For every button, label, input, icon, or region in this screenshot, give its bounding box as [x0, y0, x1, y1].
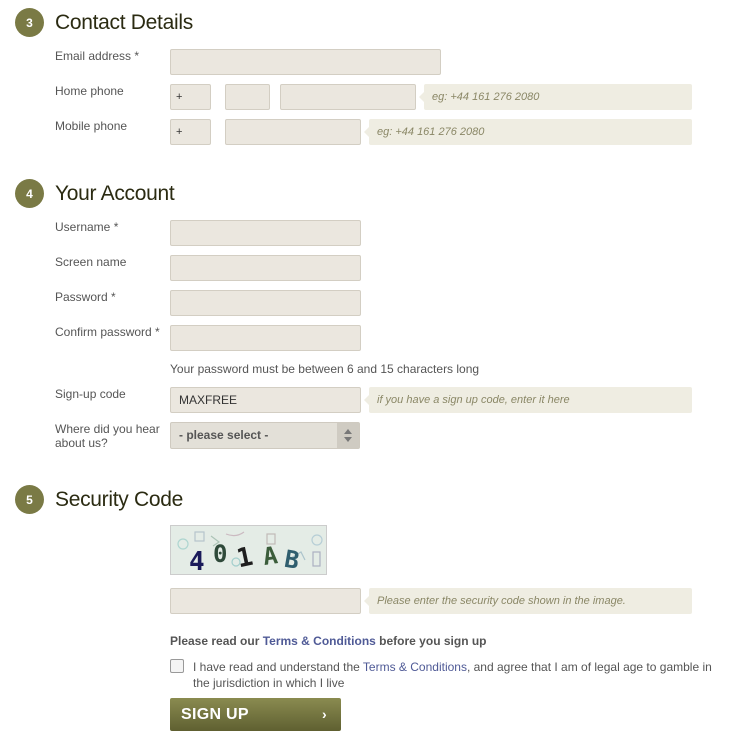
terms-reminder-suffix: before you sign up — [375, 634, 487, 648]
signup-code-field[interactable]: MAXFREE — [170, 387, 361, 413]
captcha-image — [170, 525, 327, 575]
agree-terms-suffix: , and agree that I am of legal age to gamble in the jurisdiction in which I live — [193, 660, 712, 690]
section-header-contact — [15, 8, 193, 37]
referral-source-label-line-1: Where did you hear — [55, 422, 160, 436]
email-label: Email address * — [55, 49, 140, 63]
mobile-phone-number-field[interactable] — [225, 119, 361, 145]
signup-code-label: Sign-up code — [55, 387, 126, 401]
step-number-badge: 3 — [15, 8, 44, 37]
password-length-note: Your password must be between 6 and 15 characters long — [170, 362, 480, 376]
captcha-char: B — [282, 544, 302, 574]
sign-up-button[interactable] — [170, 698, 341, 731]
captcha-char: 0 — [213, 540, 228, 568]
mobile-phone-hint: eg: +44 161 276 2080 — [369, 119, 692, 145]
chevron-right-icon: › — [322, 706, 327, 722]
sign-up-button-label: SIGN UP — [181, 706, 249, 723]
username-label: Username * — [55, 220, 119, 234]
confirm-password-label: Confirm password * — [55, 325, 160, 339]
terms-link[interactable]: Terms & Conditions — [262, 634, 376, 648]
security-code-field[interactable] — [170, 588, 361, 614]
password-label: Password * — [55, 290, 116, 304]
captcha-char: A — [261, 541, 280, 571]
terms-reminder — [170, 634, 487, 648]
section-title: Your Account — [55, 181, 175, 205]
home-phone-country-code-field[interactable]: + — [170, 84, 211, 110]
section-title: Contact Details — [55, 10, 193, 34]
referral-source-label — [55, 422, 160, 450]
captcha-char: 1 — [234, 541, 256, 574]
agree-terms-checkbox[interactable] — [170, 659, 184, 673]
up-down-arrows-icon — [337, 423, 359, 448]
section-header-account — [15, 179, 174, 208]
section-title: Security Code — [55, 487, 183, 511]
mobile-phone-country-code-field[interactable]: + — [170, 119, 211, 145]
security-code-hint: Please enter the security code shown in the image. — [369, 588, 692, 614]
captcha-graphic — [171, 526, 326, 574]
screen-name-field[interactable] — [170, 255, 361, 281]
confirm-password-field[interactable] — [170, 325, 361, 351]
home-phone-number-field[interactable] — [280, 84, 416, 110]
email-field[interactable] — [170, 49, 441, 75]
home-phone-label: Home phone — [55, 84, 124, 98]
agree-terms-prefix: I have read and understand the — [193, 660, 363, 674]
mobile-phone-label: Mobile phone — [55, 119, 128, 133]
referral-source-selected-value: - please select - — [179, 428, 269, 442]
password-field[interactable] — [170, 290, 361, 316]
home-phone-hint: eg: +44 161 276 2080 — [424, 84, 692, 110]
referral-source-select[interactable] — [170, 422, 360, 449]
terms-link[interactable]: Terms & Conditions — [362, 660, 467, 674]
agree-terms-text — [193, 659, 713, 691]
captcha-char: 4 — [189, 547, 205, 574]
signup-code-hint: if you have a sign up code, enter it here — [369, 387, 692, 413]
referral-source-label-line-2: about us? — [55, 436, 108, 450]
step-number-badge: 5 — [15, 485, 44, 514]
home-phone-area-code-field[interactable] — [225, 84, 270, 110]
username-field[interactable] — [170, 220, 361, 246]
screen-name-label: Screen name — [55, 255, 127, 269]
step-number-badge: 4 — [15, 179, 44, 208]
section-header-security — [15, 485, 183, 514]
terms-reminder-prefix: Please read our — [170, 634, 263, 648]
